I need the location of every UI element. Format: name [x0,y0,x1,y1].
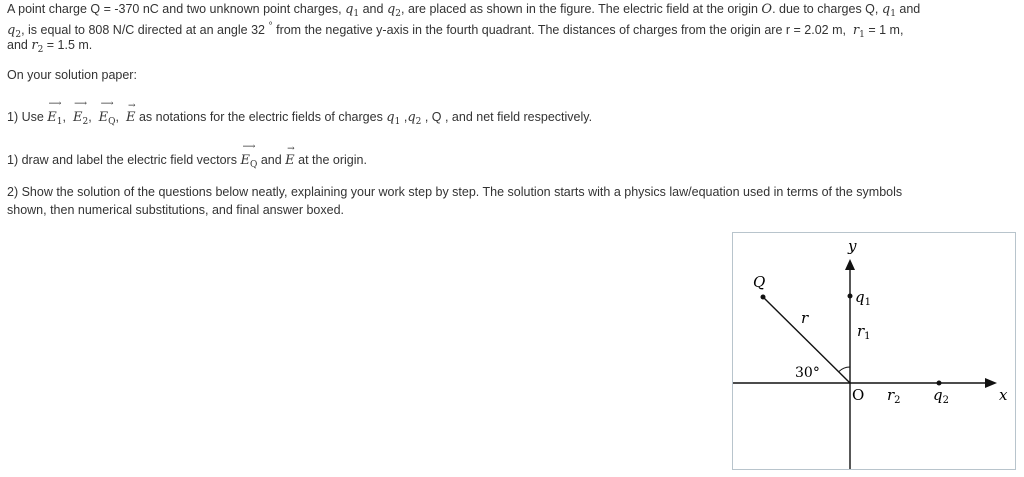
problem-line-3: and $r_2 = 1.5$ m. [7,38,93,55]
instructions-heading: On your solution paper: [7,68,137,82]
origin-label: O [852,386,865,404]
y-axis-arrowhead [845,259,855,270]
q1-label: $q_1$ [855,288,871,308]
q2-symbol-3: $q_2$ [407,110,422,127]
r2-symbol: $r_2$ [31,38,44,55]
instruction-item-3-line-2: shown, then numerical substitutions, and final answer boxed. [7,203,344,217]
q2-symbol-2: $q_2$ [7,23,22,41]
origin-symbol: O [761,2,773,17]
y-axis-label: y [848,237,857,255]
x-axis-arrowhead [985,378,997,388]
E2-vector-symbol: ⟶ $E_2$ [72,99,89,127]
q1-symbol-3: $q_1$ [386,110,401,127]
E-net-vector-symbol-2: → E [285,144,295,168]
EQ-vector-symbol: ⟶ $E_Q$ [98,99,116,127]
problem-line-1: A point charge Q = -370 nC and two unknown point charges, $q_1$ and $q_2$, are placed as shown in the figure. The electric field at the origin O. due to charges Q, $q_1$ and [7,2,921,19]
E1-vector-symbol: ⟶ $E_1$ [47,99,63,127]
r1-label: $r_1$ [857,322,871,342]
instruction-item-3-line-1: 2) Show the solution of the questions below neatly, explaining your work step by step. The solution starts with a physics law/equation used in terms of the symbols [7,185,903,199]
instruction-item-2: 1) draw and label the electric field vectors ⟶ $E_Q$ and → E at the origin. [7,142,367,170]
angle-label: 30° [795,365,820,381]
r2-label: $r_2$ [887,386,901,406]
Q-label: Q [753,273,766,291]
x-axis-label: x [999,386,1008,404]
q1-symbol-2: $q_1$ [881,2,896,19]
charge-Q-dot [761,295,766,300]
r-label: r [801,309,809,327]
charge-diagram-svg [733,233,1015,469]
q2-label: $q_2$ [933,386,949,406]
q1-symbol: $q_1$ [345,2,360,19]
charge-q2-dot [937,381,942,386]
problem-line-2: $q_2$, is equal to 808 N/C directed at an angle 32 ° from the negative y-axis in the fourth quadrant. The distances of charges from the origin are r = 2.02 m, $r_1 = 1$ m, [7,21,904,41]
E-net-vector-symbol: → E [125,101,136,125]
charge-q1-dot [848,294,853,299]
charge-diagram [732,232,1016,470]
instruction-item-1: 1) Use ⟶ $E_1$, ⟶ $E_2$, ⟶ $E_Q$, → E as notations for the electric fields of charges $q_1$ $,q_2$ , Q , and net field respectively. [7,99,593,127]
r1-symbol: $r_1$ [852,23,865,41]
q2-symbol: $q_2$ [386,2,401,19]
angle-arc [839,367,850,372]
EQ-vector-symbol-2: ⟶ $E_Q$ [240,142,258,170]
